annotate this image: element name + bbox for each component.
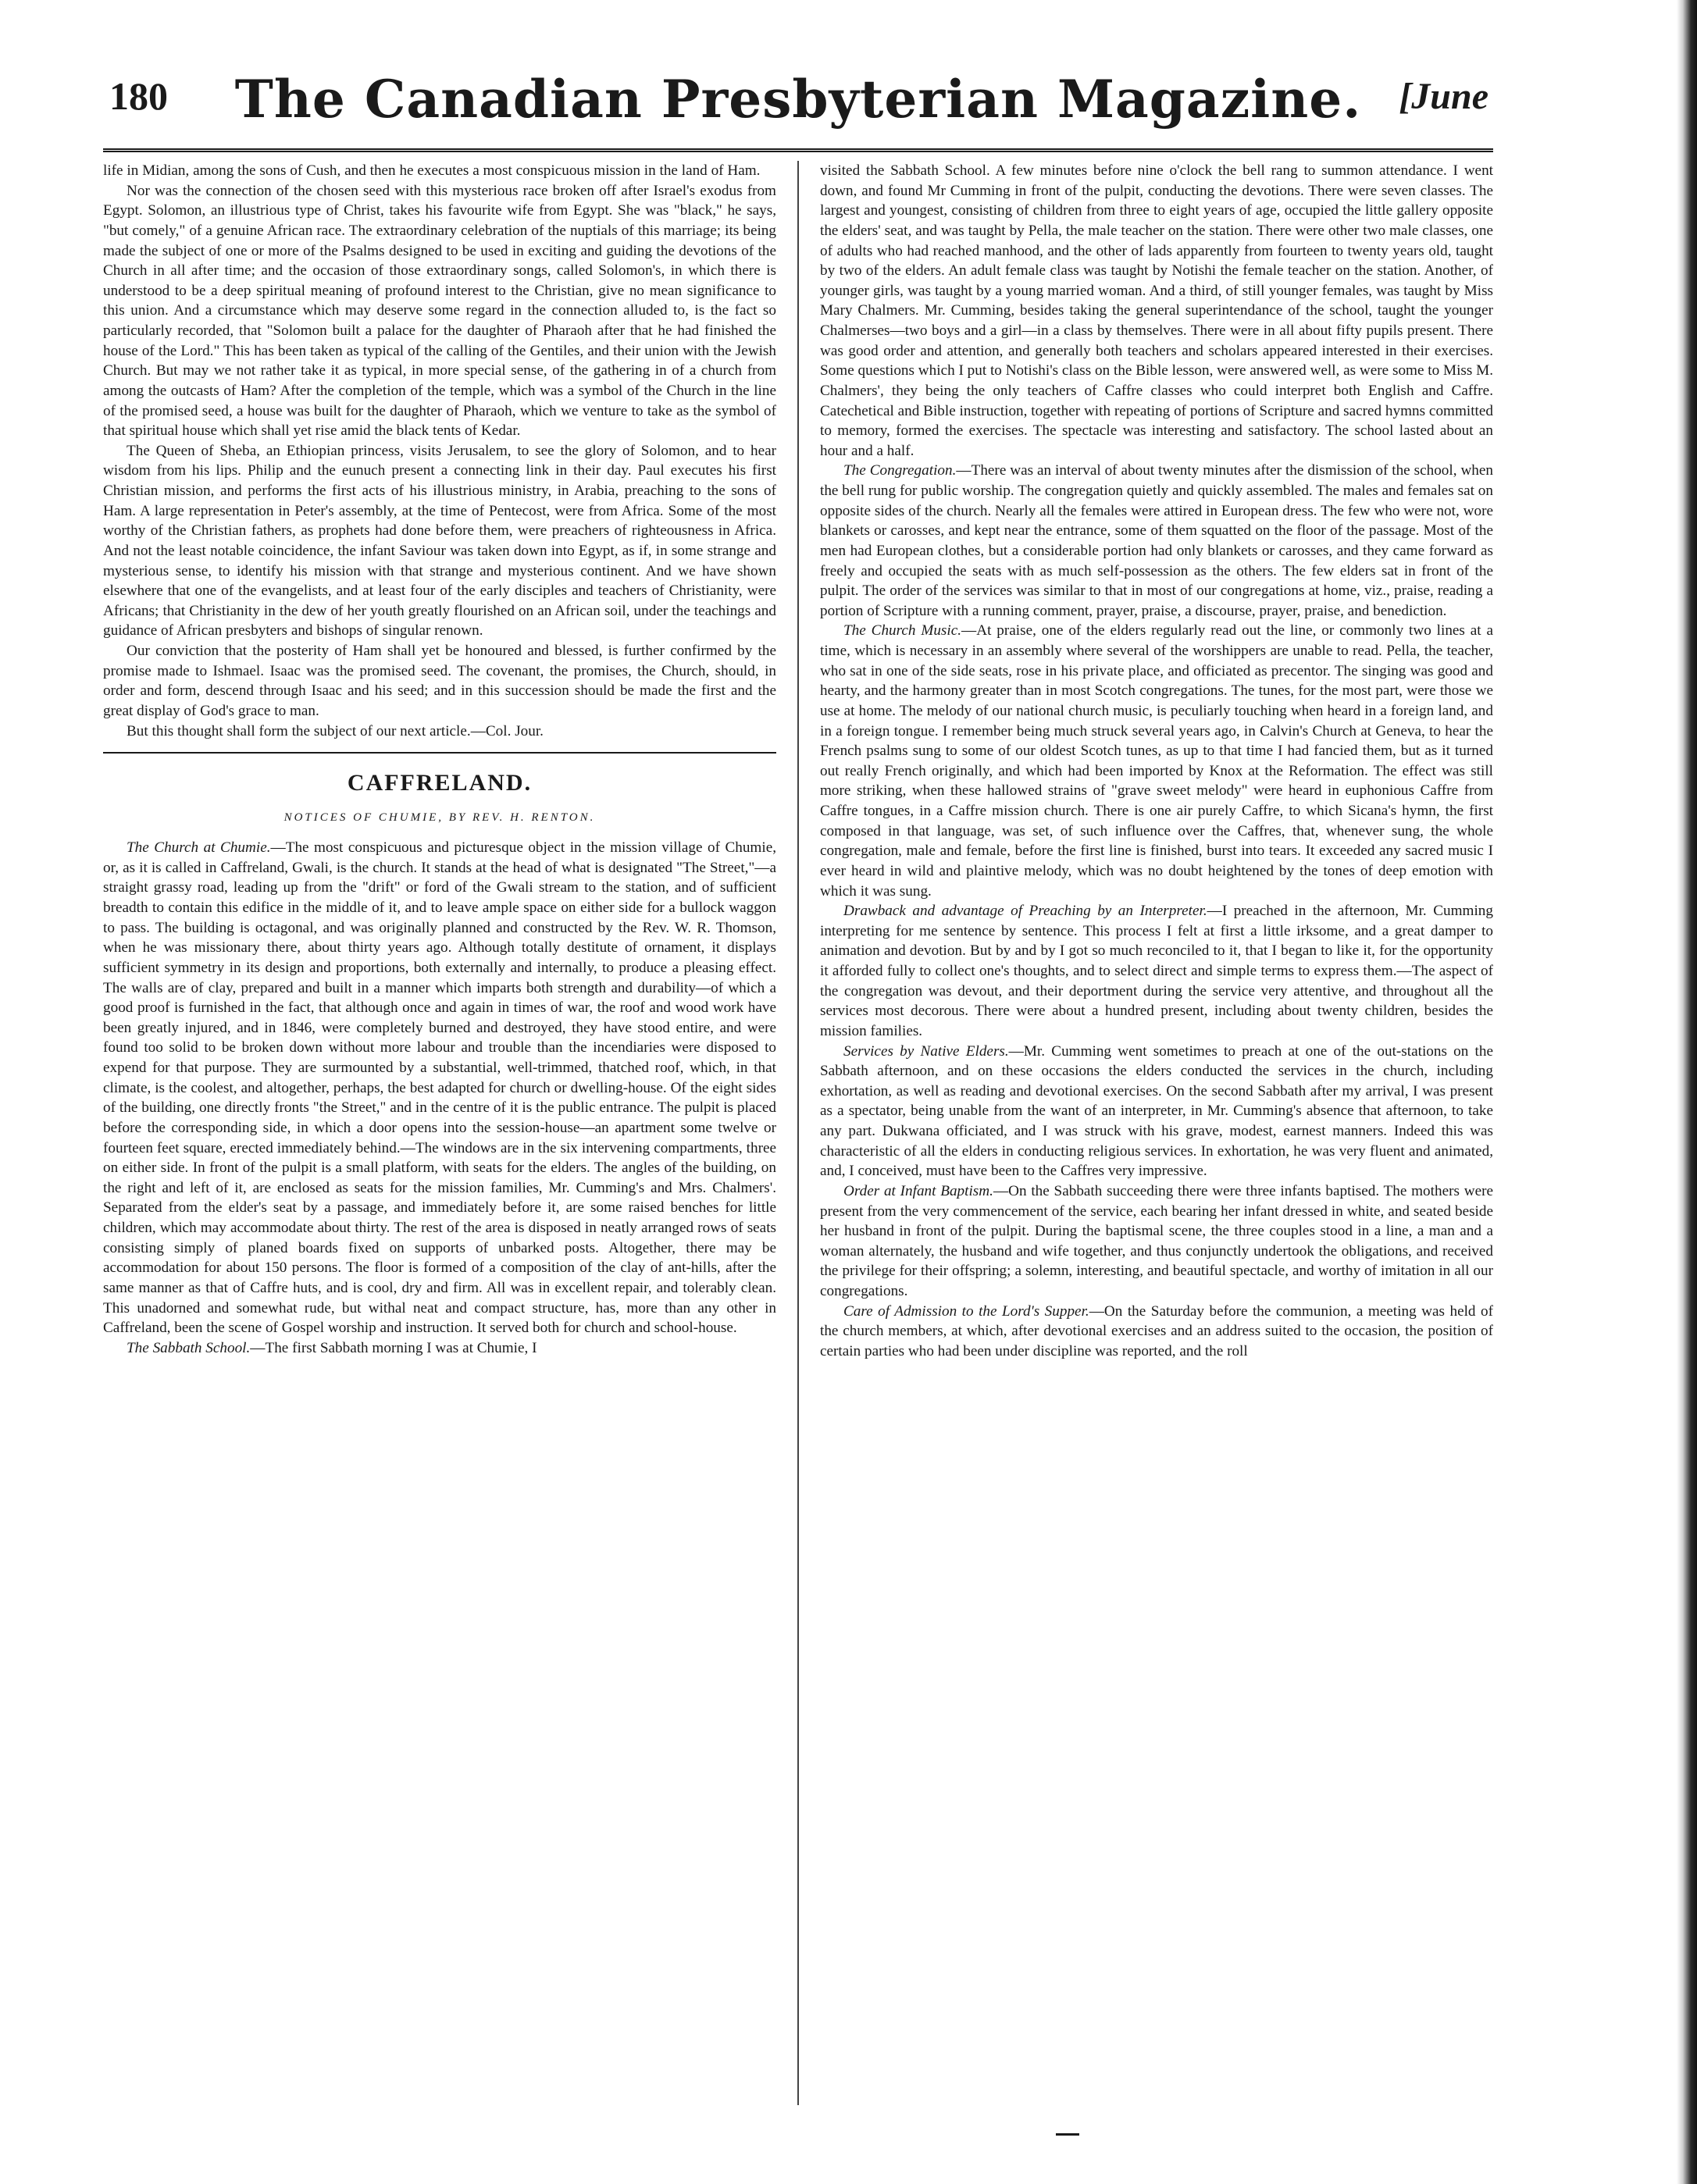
paragraph: But this thought shall form the subject of our next article.—Col. Jour. bbox=[127, 722, 544, 739]
journal-title: The Canadian Presbyterian Magazine. bbox=[234, 69, 1362, 130]
paragraph: The Queen of Sheba, an Ethiopian princess, visits Jerusalem, to see the glory of Solomon, and to hear wisdom from his lips. Philip and the eunuch present a connecting link in their day. Paul executes his first Christian mission, and performs the first acts of his illustrious ministry, in Arabia, preaching to the sons of Ham. A large representation in Peter's assembly, at the time of Pentecost, were from Africa. Some of the most worthy of the Christian fathers, as prophets had done before them, were preachers of righteousness in Africa. And not the least notable coincidence, the infant Saviour was taken down into Egypt, as if, in some strange and mysterious sense, to identify his mission with that strange and mysterious continent. And we have shown elsewhere that one of the evangelists, and at least four of the early disciples and teachers of Christianity, were Africans; that Christianity in the dew of her youth greatly flourished on an African soil, under the teachings and guidance of African presbyters and bishops of singular renown. bbox=[103, 442, 776, 640]
magazine-page bbox=[103, 47, 1493, 2155]
subsection-text: —The first Sabbath morning I was at Chumie, I bbox=[250, 1339, 537, 1356]
running-head bbox=[103, 62, 1493, 152]
subsection-text: —At praise, one of the elders regularly read out the line, or commonly two lines at a time, which is necessary in an assembly where several of the worshippers are unable to read. Pella, the teacher, who sat in one of the side seats, rose in his private place, and officiated as precentor. The singing was good and hearty, and the harmony greater than in most Scotch congregations. The tunes, for the most part, were those we use at home. The melody of our national church music, is peculiarly touching when heard in a foreign land, and in a foreign tongue. I remember being much struck several years ago, in Calvin's Church at Geneva, to hear the French psalms sung to some of our oldest Scotch tunes, as up to that time I had fancied them, but as it turned out really French originally, and which had been imported by Knox at the Reformation. The effect was still more striking, when these hallowed strains of "grave sweet melody" were heard in euphonious Caffre from Caffre tongues, in a Caffre mission church. There is one air purely Caffre, to which Sicana's hymn, the first composed in that language, was set, of such influence over the Caffres, that, whenever sung, the whole congregation, male and female, before the first line is finished, burst into tears. It exceeded any sacred music I ever heard in wild and plaintive melody, which was no doubt heightened by the tones of deep emotion with which it was sung. bbox=[820, 622, 1493, 900]
text-columns bbox=[103, 161, 1493, 2105]
run-in-heading: The Congregation. bbox=[843, 462, 957, 479]
subsection-paragraph bbox=[820, 1042, 1493, 1181]
subsection-text: —On the Saturday before the communion, a meeting was held of the church members, at which, after devotional exercises and an address suited to the occasion, the position of certain parties who had been under discipline was reported, and the roll bbox=[820, 1302, 1493, 1359]
run-in-heading: Services by Native Elders. bbox=[843, 1042, 1009, 1060]
article-byline: NOTICES OF CHUMIE, BY REV. H. RENTON. bbox=[283, 811, 596, 825]
subsection-text: —There was an interval of about twenty minutes after the dismission of the school, when the bell rung for public worship. The congregation quietly and quickly assembled. The males and females sat on opposite sides of the church. Nearly all the females were attired in European dress. The few who were not, wore blankets or carosses, and kept near the entrance, some of them squatted on the floor of the passage. Most of the men had European clothes, but a considerable portion had only blankets or carosses, and they came forward as freely and occupied the seats with as much self-possession as the others. The few elders sat in front of the pulpit. The order of the services was similar to that in most of our congregations at home, viz., praise, reading a portion of Scripture with a running comment, prayer, praise, a discourse, prayer, praise, and benediction. bbox=[820, 462, 1493, 619]
run-in-heading: Order at Infant Baptism. bbox=[843, 1182, 993, 1199]
paragraph: Nor was the connection of the chosen seed with this mysterious race broken off after Israel's exodus from Egypt. Solomon, an illustrious type of Christ, takes his favourite wife from Egypt. She was "black," he says, "but comely," of a genuine African race. The extraordinary celebration of the nuptials of this marriage; its being made the subject of one or more of the Psalms designed to be used in exciting and guiding the devotions of the Church in all after time; and the occasion of those extraordinary songs, called Solomon's, in which there is understood to be a deep spiritual meaning of profound interest to the Christian, give no mean significance to this union. And a circumstance which may deserve some regard in the connection alluded to, is the fact so particularly recorded, that "Solomon built a palace for the daughter of Pharaoh after that he had finished the house of the Lord." This has been taken as typical of the calling of the Gentiles, and their union with the Jewish Church. But may we not rather take it as typical, in more special sense, of the gathering in of a church from among the outcasts of Ham? After the completion of the temple, which was a symbol of the Church in the line of the promised seed, a house was built for the daughter of Pharaoh, which we venture to take as the symbol of that spiritual house which shall yet rise amid the black tents of Kedar. bbox=[103, 182, 776, 440]
run-in-heading: Care of Admission to the Lord's Supper. bbox=[843, 1302, 1089, 1320]
subsection-paragraph bbox=[820, 1302, 1493, 1362]
paragraph: life in Midian, among the sons of Cush, and then he executes a most conspicuous mission in the land of Ham. bbox=[103, 162, 761, 179]
subsection-paragraph bbox=[103, 1338, 776, 1359]
subsection-text: —I preached in the afternoon, Mr. Cumming interpreting for me sentence by sentence. This process I felt at first a little irksome, and a great damper to animation and devotion. But by and by I got so much reconciled to it, that I began to like it, for the opportunity it afforded fully to collect one's thoughts, and to select direct and simple terms to express them.—The aspect of the congregation was devout, and their deportment during the service very attentive, and throughout all the services most decorous. There were about a hundred present, including about twenty children, besides the mission families. bbox=[820, 903, 1493, 1039]
page-binding-edge bbox=[1677, 0, 1697, 2184]
run-in-heading: The Church Music. bbox=[843, 622, 962, 640]
run-in-heading: Drawback and advantage of Preaching by an Interpreter. bbox=[843, 903, 1207, 920]
run-in-heading: The Sabbath School. bbox=[127, 1339, 251, 1356]
section-title: CAFFRELAND. bbox=[347, 770, 533, 796]
paragraph: visited the Sabbath School. A few minutes before nine o'clock the bell rang to summon attendance. I went down, and found Mr Cumming in front of the pulpit, conducting the devotions. There were seven classes. The largest and youngest, consisting of children from three to eight years of age, occupied the little gallery opposite the elders' seat, and was taught by Pella, the male teacher on the station. There were other two male classes, one of adults who had reached manhood, and the other of lads apparently from fourteen to twenty years old, taught by two of the elders. An adult female class was taught by Notishi the female teacher on the station. Another, of younger girls, was taught by a young married woman. And a third, of still younger females, was taught by Miss Mary Chalmers. Mr. Cumming, besides taking the general superintendance of the school, taught the younger Chalmerses—two boys and a girl—in a class by themselves. There were in all about fifty pupils present. There was good order and attention, and generally both teachers and scholars appeared interested in their exercises. Some questions which I put to Notishi's class on the Bible lesson, were answered well, as were some to Miss M. Chalmers', they being the only teachers of Caffre classes who could interpret both English and Caffre. Catechetical and Bible instruction, together with repeating of portions of Scripture and sacred hymns committed to memory, formed the exercises. The spectacle was interesting and satisfactory. The school lasted about an hour and a half. bbox=[820, 162, 1493, 459]
subsection-paragraph bbox=[820, 901, 1493, 1041]
subsection-paragraph bbox=[820, 621, 1493, 901]
paragraph: Our conviction that the posterity of Ham shall yet be honoured and blessed, is further confirmed by the promise made to Ishmael. Isaac was the promised seed. The covenant, the promises, the Church, should, in order and form, descend through Isaac and his seed; and in this succession should be made the first and the great display of God's grace to man. bbox=[103, 643, 776, 719]
subsection-text: —On the Sabbath succeeding there were three infants baptised. The mothers were present from the very commencement of the service, each bearing her infant dressed in white, and seated beside her husband in front of the pulpit. During the baptismal scene, the three couples stood in a line, a man and a woman alternately, the husband and wife together, and thus conjunctly undertook the obligations, and received the privilege for their offspring; a solemn, interesting, and beautiful spectacle, and worthy of imitation in all our congregations. bbox=[820, 1182, 1493, 1299]
left-column bbox=[103, 161, 776, 2105]
subsection-paragraph bbox=[820, 461, 1493, 621]
page-number: 180 bbox=[109, 74, 168, 118]
subsection-text: —The most conspicuous and picturesque object in the mission village of Chumie, or, as it is called in Caffreland, Gwali, is the church. It stands at the head of what is designated "The Street,"—a straight grassy road, leading up from the "drift" or ford of the Gwali stream to the station, and of sufficient breadth to contain this edifice in the middle of it, and to leave ample space on either side for a bullock waggon to pass. The building is octagonal, and was originally planned and constructed by the Rev. W. R. Thomson, when he was missionary there, about thirty years ago. Although totally destitute of ornament, it displays sufficient symmetry in its design and proportions, both externally and internally, to produce a pleasing effect. The walls are of clay, prepared and built in a manner which imparts both strength and durability—of which a good proof is furnished in the fact, that although once and again in times of war, the roof and wood work have been greatly injured, and in 1846, were completely burned and destroyed, they have stood entire, and were found too solid to be broken down without more labour and trouble than the incendiaries were disposed to expend for that purpose. They are surmounted by a substantial, well-trimmed, thatched roof, which, in that climate, is the coolest, and altogether, perhaps, the best adapted for church or dwelling-house. Of the eight sides of the building, one directly fronts "the Street," and in the centre of it is the public entrance. The pulpit is placed before the corresponding side, in which a door opens into the session-house—an apartment some twelve or fourteen feet square, erected immediately behind.—The windows are in the six intervening compartments, three on either side. In front of the pulpit is a small platform, with seats for the elders. The angles of the building, on the right and left of it, are enclosed as seats for the mission families, Mr. Cumming's and Mrs. Chalmers'. Separated from the elder's seat by a passage, and immediately before it, are some raised benches for little children, which may accommodate about thirty. The rest of the area is disposed in neatly arranged rows of seats consisting simply of planed boards fixed on supports of unbarked posts. Altogether, there may be accommodation for about 150 persons. The floor is formed of a composition of the clay of ant-hills, after the same manner as that of Caffre huts, and is cool, dry and firm. All was in excellent repair, and tolerably clean. This unadorned and somewhat rude, but withal neat and compact structure, has, more than any other in Caffreland, been the scene of Gospel worship and instruction. It served both for church and school-house. bbox=[103, 839, 776, 1337]
subsection-paragraph bbox=[820, 1181, 1493, 1302]
subsection-paragraph bbox=[103, 838, 776, 1338]
section-divider bbox=[103, 752, 776, 754]
subsection-text: —Mr. Cumming went sometimes to preach at one of the out-stations on the Sabbath afternoon, and on these occasions the elders conducted the services in the church, including exhortation, as well as reading and devotional exercises. On the second Sabbath after my arrival, I was present as a spectator, being unable from the want of an interpreter, in Mr. Cumming's absence that afternoon, to take any part. Dukwana officiated, and I was struck with his grave, modest, earnest manners. Indeed this was characteristic of all the elders in conducting religious services. In exhortation, he was very fluent and animated, and, I conceived, must have been to the Caffres very impressive. bbox=[820, 1042, 1493, 1180]
right-column bbox=[820, 161, 1493, 2105]
column-rule bbox=[797, 161, 799, 2105]
issue-month: [June bbox=[1399, 76, 1488, 117]
footer-mark bbox=[1056, 2133, 1079, 2136]
run-in-heading: The Church at Chumie. bbox=[127, 839, 271, 857]
